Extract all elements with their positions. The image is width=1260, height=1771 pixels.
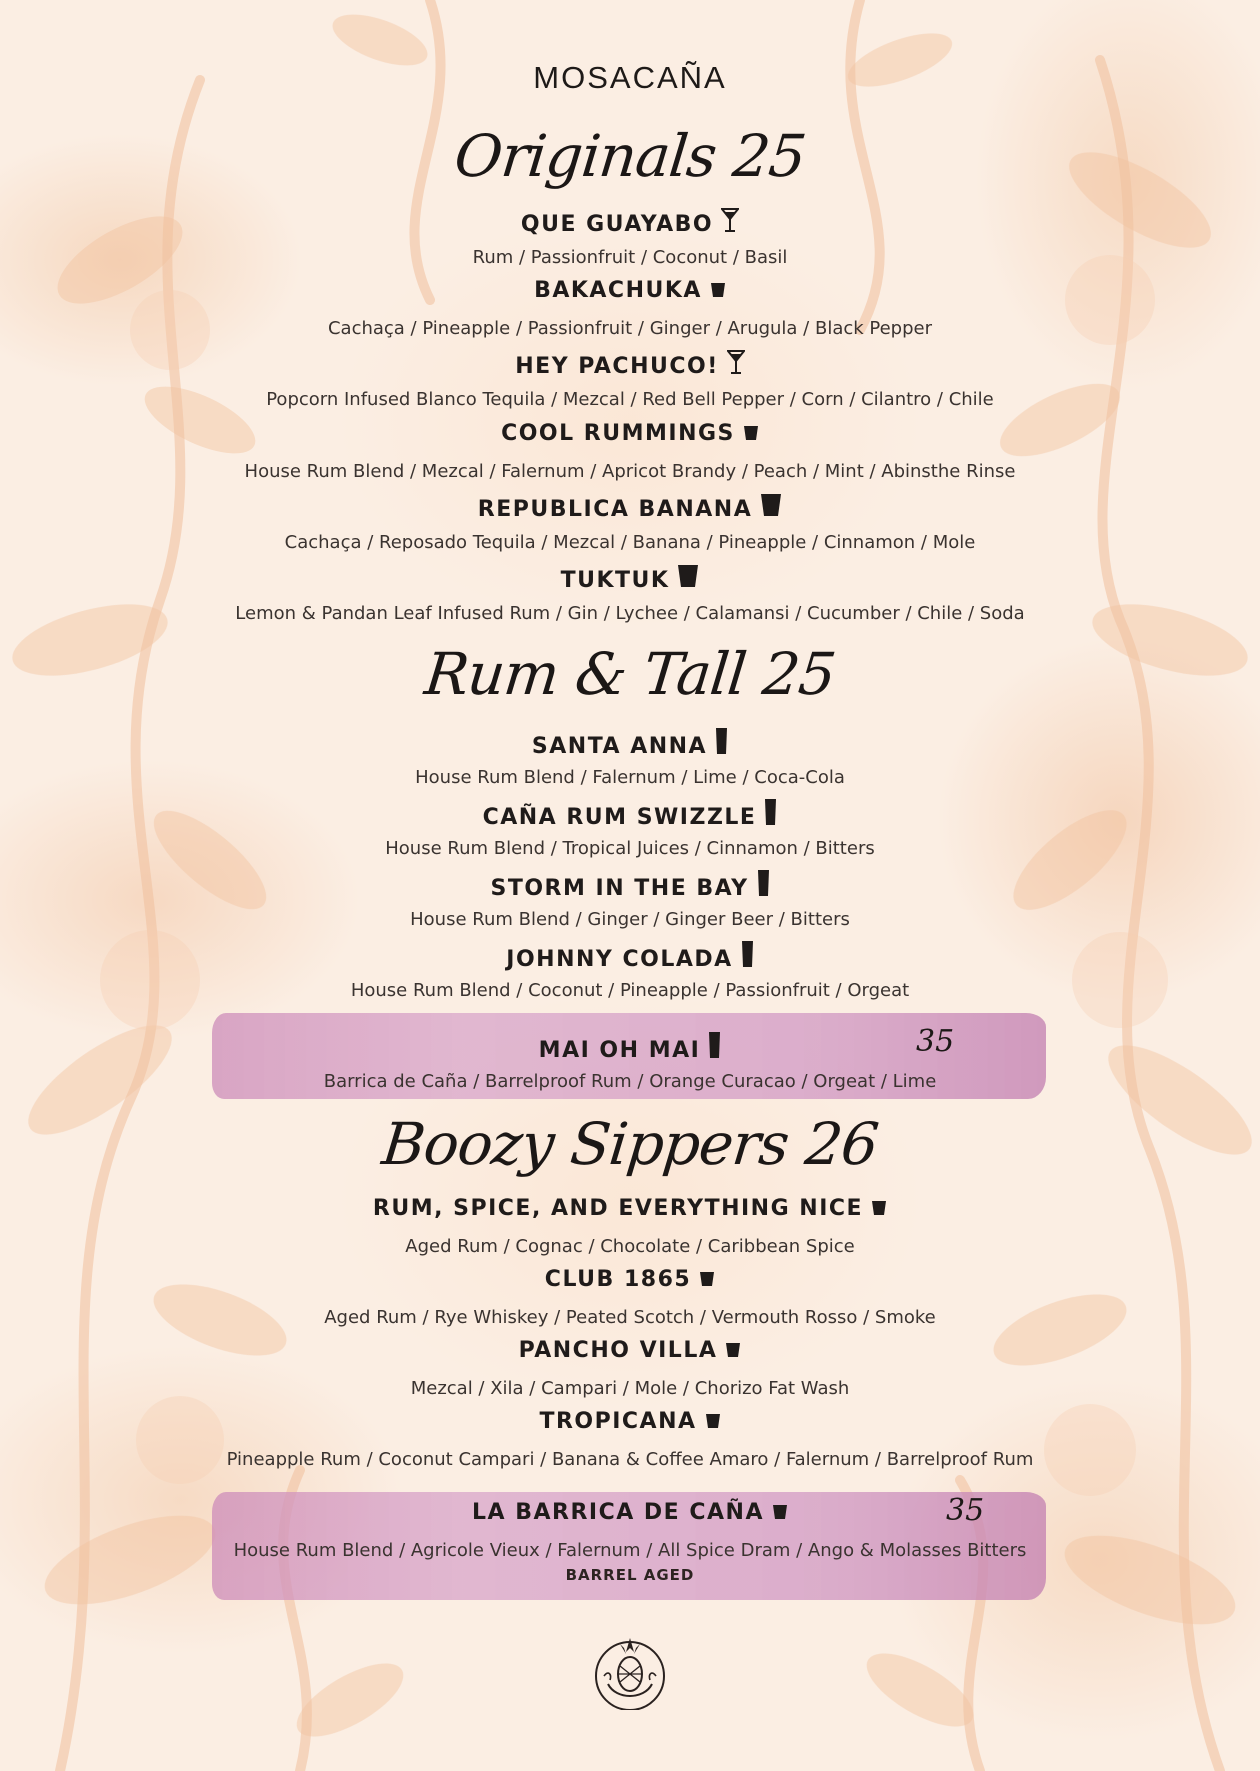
highball-glass-icon bbox=[715, 727, 728, 761]
drink-name-text: BAKACHUKA bbox=[534, 278, 702, 303]
featured-drink-price bbox=[916, 1024, 954, 1059]
drink-name-text: STORM IN THE BAY bbox=[490, 876, 749, 901]
drink-ingredients-text: Mezcal / Xila / Campari / Mole / Chorizo Fat Wash bbox=[410, 1378, 850, 1399]
drink-ingredients bbox=[0, 389, 1260, 410]
tumbler-glass-icon bbox=[760, 492, 782, 524]
highball-glass-icon bbox=[708, 1031, 721, 1065]
featured-drink-price bbox=[946, 1493, 984, 1528]
drink-ingredients-text: House Rum Blend / Mezcal / Falernum / Apricot Brandy / Peach / Mint / Abinsthe Rinse bbox=[244, 461, 1016, 482]
highball-glass-icon bbox=[757, 869, 770, 903]
featured-drink-note-text: BARREL AGED bbox=[565, 1566, 695, 1584]
section-title-text: Boozy Sippers 26 bbox=[379, 1110, 881, 1178]
rocks-glass-icon bbox=[743, 423, 759, 448]
drink-name bbox=[0, 798, 1260, 832]
drink-name-text: REPUBLICA BANANA bbox=[477, 497, 753, 522]
brand-logo-text: MOSACAÑA bbox=[533, 60, 727, 95]
drink-ingredients bbox=[0, 838, 1260, 859]
drink-ingredients-text: House Rum Blend / Tropical Juices / Cinnamon / Bitters bbox=[385, 838, 875, 859]
drink-name bbox=[0, 940, 1260, 974]
drink-ingredients bbox=[0, 461, 1260, 482]
drink-name-text: TROPICANA bbox=[539, 1409, 697, 1434]
drink-ingredients-text: House Rum Blend / Falernum / Lime / Coca-Cola bbox=[415, 767, 845, 788]
drink-name bbox=[0, 727, 1260, 761]
drink-ingredients bbox=[0, 1307, 1260, 1328]
drink-name bbox=[0, 278, 1260, 305]
featured-drink-price-text: 35 bbox=[916, 1024, 955, 1059]
drink-name-text: RUM, SPICE, AND EVERYTHING NICE bbox=[372, 1196, 864, 1221]
featured-drink-ingredients-text: Barrica de Caña / Barrelproof Rum / Orange Curacao / Orgeat / Lime bbox=[323, 1071, 937, 1092]
featured-drink-name bbox=[0, 1031, 1260, 1065]
drink-ingredients bbox=[0, 980, 1260, 1001]
drink-name bbox=[0, 349, 1260, 381]
rocks-glass-icon bbox=[699, 1269, 715, 1294]
tumbler-glass-icon bbox=[677, 563, 699, 595]
drink-ingredients-text: House Rum Blend / Coconut / Pineapple / Passionfruit / Orgeat bbox=[350, 980, 910, 1001]
drink-ingredients-text: Lemon & Pandan Leaf Infused Rum / Gin / Lychee / Calamansi / Cucumber / Chile / Soda bbox=[235, 603, 1025, 624]
featured-drink-name-text: MAI OH MAI bbox=[538, 1038, 701, 1063]
drink-ingredients-text: Rum / Passionfruit / Coconut / Basil bbox=[472, 247, 788, 268]
highball-glass-icon bbox=[764, 798, 777, 832]
drink-name-text: TUKTUK bbox=[560, 568, 670, 593]
drink-ingredients-text: Cachaça / Reposado Tequila / Mezcal / Banana / Pineapple / Cinnamon / Mole bbox=[284, 532, 976, 553]
drink-ingredients bbox=[0, 247, 1260, 268]
rocks-glass-icon bbox=[710, 280, 726, 305]
drink-name bbox=[0, 1338, 1260, 1365]
rocks-glass-icon bbox=[871, 1198, 887, 1223]
featured-drink-ingredients bbox=[0, 1071, 1260, 1092]
drink-ingredients-text: Aged Rum / Cognac / Chocolate / Caribbean Spice bbox=[405, 1236, 855, 1257]
drink-ingredients-text: Popcorn Infused Blanco Tequila / Mezcal / Red Bell Pepper / Corn / Cilantro / Chile bbox=[266, 389, 994, 410]
featured-drink-note bbox=[0, 1566, 1260, 1584]
featured-drink-name-text: LA BARRICA DE CAÑA bbox=[472, 1500, 764, 1525]
drink-name bbox=[0, 492, 1260, 524]
drink-name-text: COOL RUMMINGS bbox=[501, 421, 735, 446]
highball-glass-icon bbox=[741, 940, 754, 974]
drink-ingredients bbox=[0, 603, 1260, 624]
drink-ingredients bbox=[0, 1378, 1260, 1399]
drink-ingredients-text: Cachaça / Pineapple / Passionfruit / Ginger / Arugula / Black Pepper bbox=[327, 318, 933, 339]
rocks-glass-icon bbox=[725, 1340, 741, 1365]
drink-name bbox=[0, 207, 1260, 239]
drink-name-text: SANTA ANNA bbox=[531, 734, 708, 759]
drink-name-text: JOHNNY COLADA bbox=[506, 947, 733, 972]
featured-drink-name bbox=[0, 1500, 1260, 1527]
drink-ingredients-text: House Rum Blend / Ginger / Ginger Beer / Bitters bbox=[410, 909, 850, 930]
drink-ingredients-text: Aged Rum / Rye Whiskey / Peated Scotch / Vermouth Rosso / Smoke bbox=[324, 1307, 936, 1328]
pineapple-crest-icon bbox=[590, 1630, 670, 1714]
drink-ingredients bbox=[0, 909, 1260, 930]
drink-ingredients bbox=[0, 318, 1260, 339]
martini-glass-icon bbox=[721, 207, 739, 239]
drink-ingredients bbox=[0, 1449, 1260, 1470]
drink-name bbox=[0, 1267, 1260, 1294]
drink-ingredients bbox=[0, 1236, 1260, 1257]
drink-name-text: CLUB 1865 bbox=[544, 1267, 692, 1292]
martini-glass-icon bbox=[727, 349, 745, 381]
drink-name bbox=[0, 869, 1260, 903]
drink-name bbox=[0, 1196, 1260, 1223]
section-title bbox=[0, 640, 1260, 708]
drink-name bbox=[0, 421, 1260, 448]
drink-name-text: PANCHO VILLA bbox=[518, 1338, 718, 1363]
drink-name-text: CAÑA RUM SWIZZLE bbox=[482, 805, 757, 830]
section-title bbox=[0, 1110, 1260, 1178]
rocks-glass-icon bbox=[705, 1411, 721, 1436]
featured-drink-ingredients bbox=[0, 1540, 1260, 1561]
drink-name bbox=[0, 1409, 1260, 1436]
drink-ingredients-text: Pineapple Rum / Coconut Campari / Banana & Coffee Amaro / Falernum / Barrelproof Rum bbox=[226, 1449, 1034, 1470]
featured-drink-price-text: 35 bbox=[946, 1493, 985, 1528]
drink-name bbox=[0, 563, 1260, 595]
drink-name-text: HEY PACHUCO! bbox=[515, 354, 719, 379]
drink-ingredients bbox=[0, 767, 1260, 788]
section-title bbox=[0, 122, 1260, 190]
rocks-glass-icon bbox=[772, 1502, 788, 1527]
section-title-text: Rum & Tall 25 bbox=[421, 640, 839, 708]
section-title-text: Originals 25 bbox=[451, 122, 809, 190]
featured-drink-ingredients-text: House Rum Blend / Agricole Vieux / Falernum / All Spice Dram / Ango & Molasses Bitters bbox=[233, 1540, 1027, 1561]
drink-name-text: QUE GUAYABO bbox=[520, 212, 714, 237]
drink-ingredients bbox=[0, 532, 1260, 553]
